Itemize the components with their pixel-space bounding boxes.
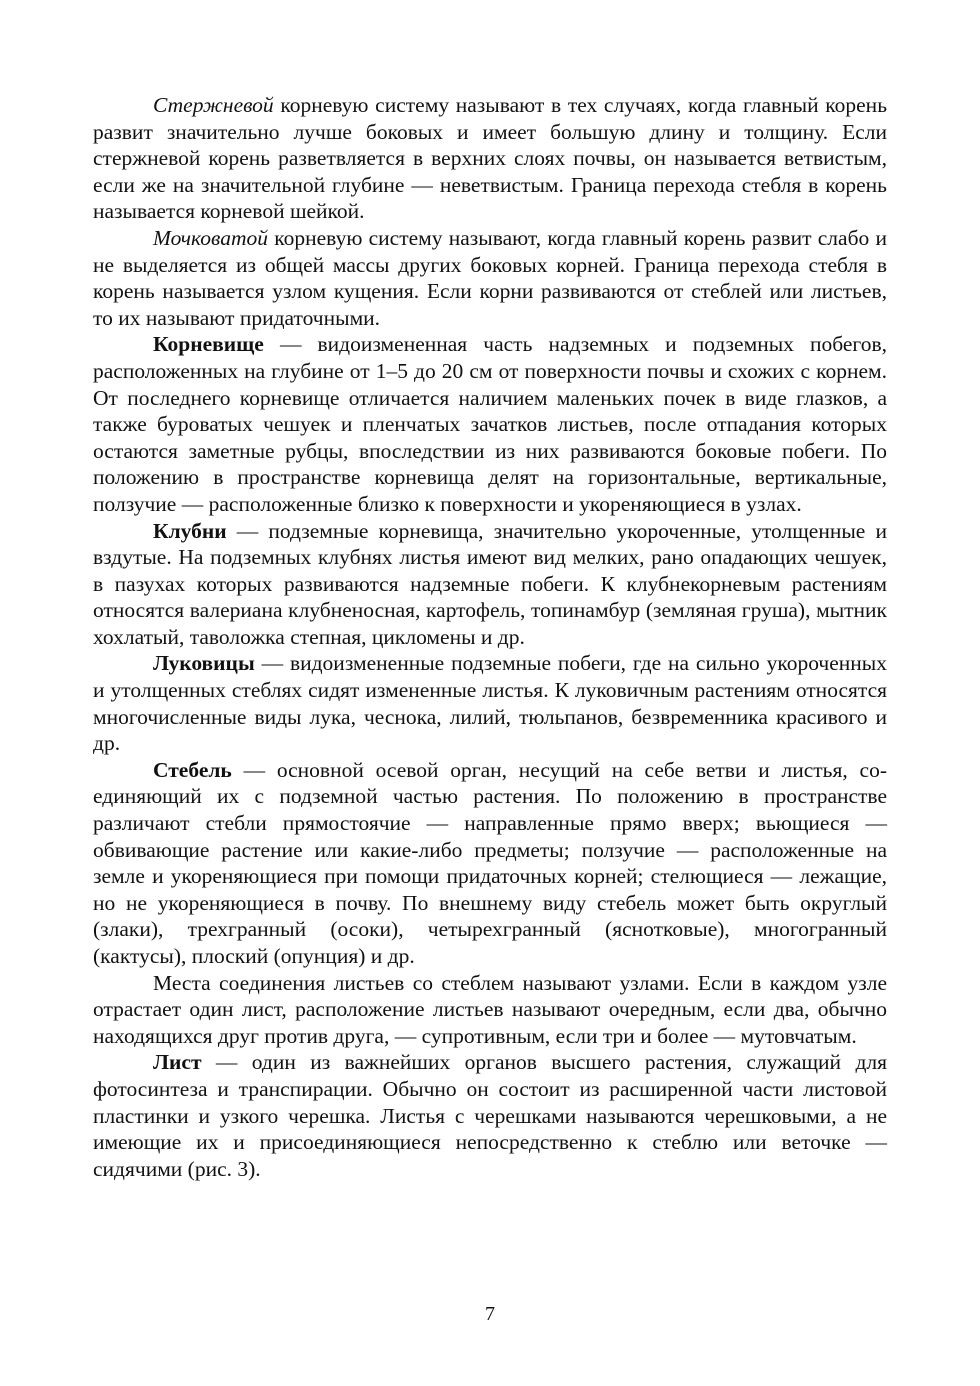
paragraph-rhizome [93,331,887,517]
paragraph-taproot-system [93,92,887,225]
paragraph-text: корневую систему называют в тех случаях, когда главный корень развит значительно лучше боковых и имеет большую длину и толщину. Если стержневой корень разветвляется в верхних слоях почвы, он называется ветвистым, если же на значительной глубине — неветвистым. Граница перехода стебля в корень называется корневой шейкой. [93,93,887,224]
paragraph-text: Места соединения листьев со стеблем называют узлами. Если в каждом узле отрастает один лист, расположение листьев называют очередным, если два, обычно находящихся друг против друга, — супротивным, если три и более — мутовчатым. [93,970,887,1048]
paragraph-text: корневую систему называют, когда главный корень развит слабо и не выделяется из общей массы других боковых корней. Граница перехода стебля в корень называется узлом кущения. Если корни развиваются от стеблей или листьев, то их называют придаточными. [93,225,887,330]
page-number: 7 [485,1303,495,1325]
term-bulbs: Луковицы [153,651,255,676]
paragraph-bulbs [93,650,887,756]
term-stem: Стебель [153,757,232,782]
term-taproot: Стержневой [153,93,274,117]
paragraph-stem [93,757,887,970]
term-tubers: Клубни [153,518,227,543]
paragraph-fibrous-system [93,225,887,331]
paragraph-text: — видоизмененные подземные побеги, где на сильно укороченных и утолщенных стеблях сидят измененные листья. К луковичным растениям относятся многочисленные виды лука, чеснока, лилий, тюльпанов, безвременника красивого и др. [93,651,887,756]
term-rhizome: Корневище [153,332,264,357]
paragraph-text: — видоизмененная часть надземных и подземных побегов, расположенных на глубине от 1–5 до 20 см от поверхности почвы и схожих с корнем. От последнего корневище отличается наличием маленьких почек в виде глазков, а также буроватых чешуек и пленчатых зачатков листьев, после отпадания которых остаются заметные рубцы, впоследствии из них развиваются боковые побеги. По положению в пространстве корневища делят на горизонтальные, вертикальные, ползучие — расположенные близко к поверхности и укореняющиеся в узлах. [93,332,887,516]
paragraph-nodes [93,970,887,1050]
term-fibrous: Мочковатой [153,225,269,250]
page-body [93,92,887,1182]
term-leaf: Лист [153,1050,202,1075]
paragraph-leaf [93,1049,887,1182]
paragraph-text: — подземные корневища, значительно укороченные, утолщенные и вздутые. На подземных клубнях листья имеют вид мелких, рано опадающих чешуек, в пазухах которых развиваются надземные побеги. К клубнекорневым растениям относятся валериана клубненосная, картофель, топинамбур (земляная груша), мытник хохлатый, таволожка степная, цикломены и др. [93,518,887,649]
paragraph-text: — основной осевой орган, несущий на себе ветви и листья, соединяющий их с подземной частью растения. По положению в пространстве различают стебли прямостоячие — направленные прямо вверх; вьющиеся — обвивающие растение или какие-либо предметы; ползучие — расположенные на земле и укореняющиеся при помощи придаточных корней; стелющиеся — лежащие, но не укореняющиеся в почву. По внешнему виду стебель может быть округлый (злаки), трехгранный (осоки), четырехгранный (яснотковые), многогранный (кактусы), плоский (опунция) и др. [93,757,887,968]
paragraph-text: — один из важнейших органов высшего растения, служащий для фотосинтеза и транспирации. Обычно он состоит из расширенной части листовой пластинки и узкого черешка. Листья с черешками называются черешковыми, а не имеющие их и присоединяющиеся непосредственно к стеблю или веточке — сидячими (рис. 3). [93,1050,887,1181]
paragraph-tubers [93,518,887,651]
